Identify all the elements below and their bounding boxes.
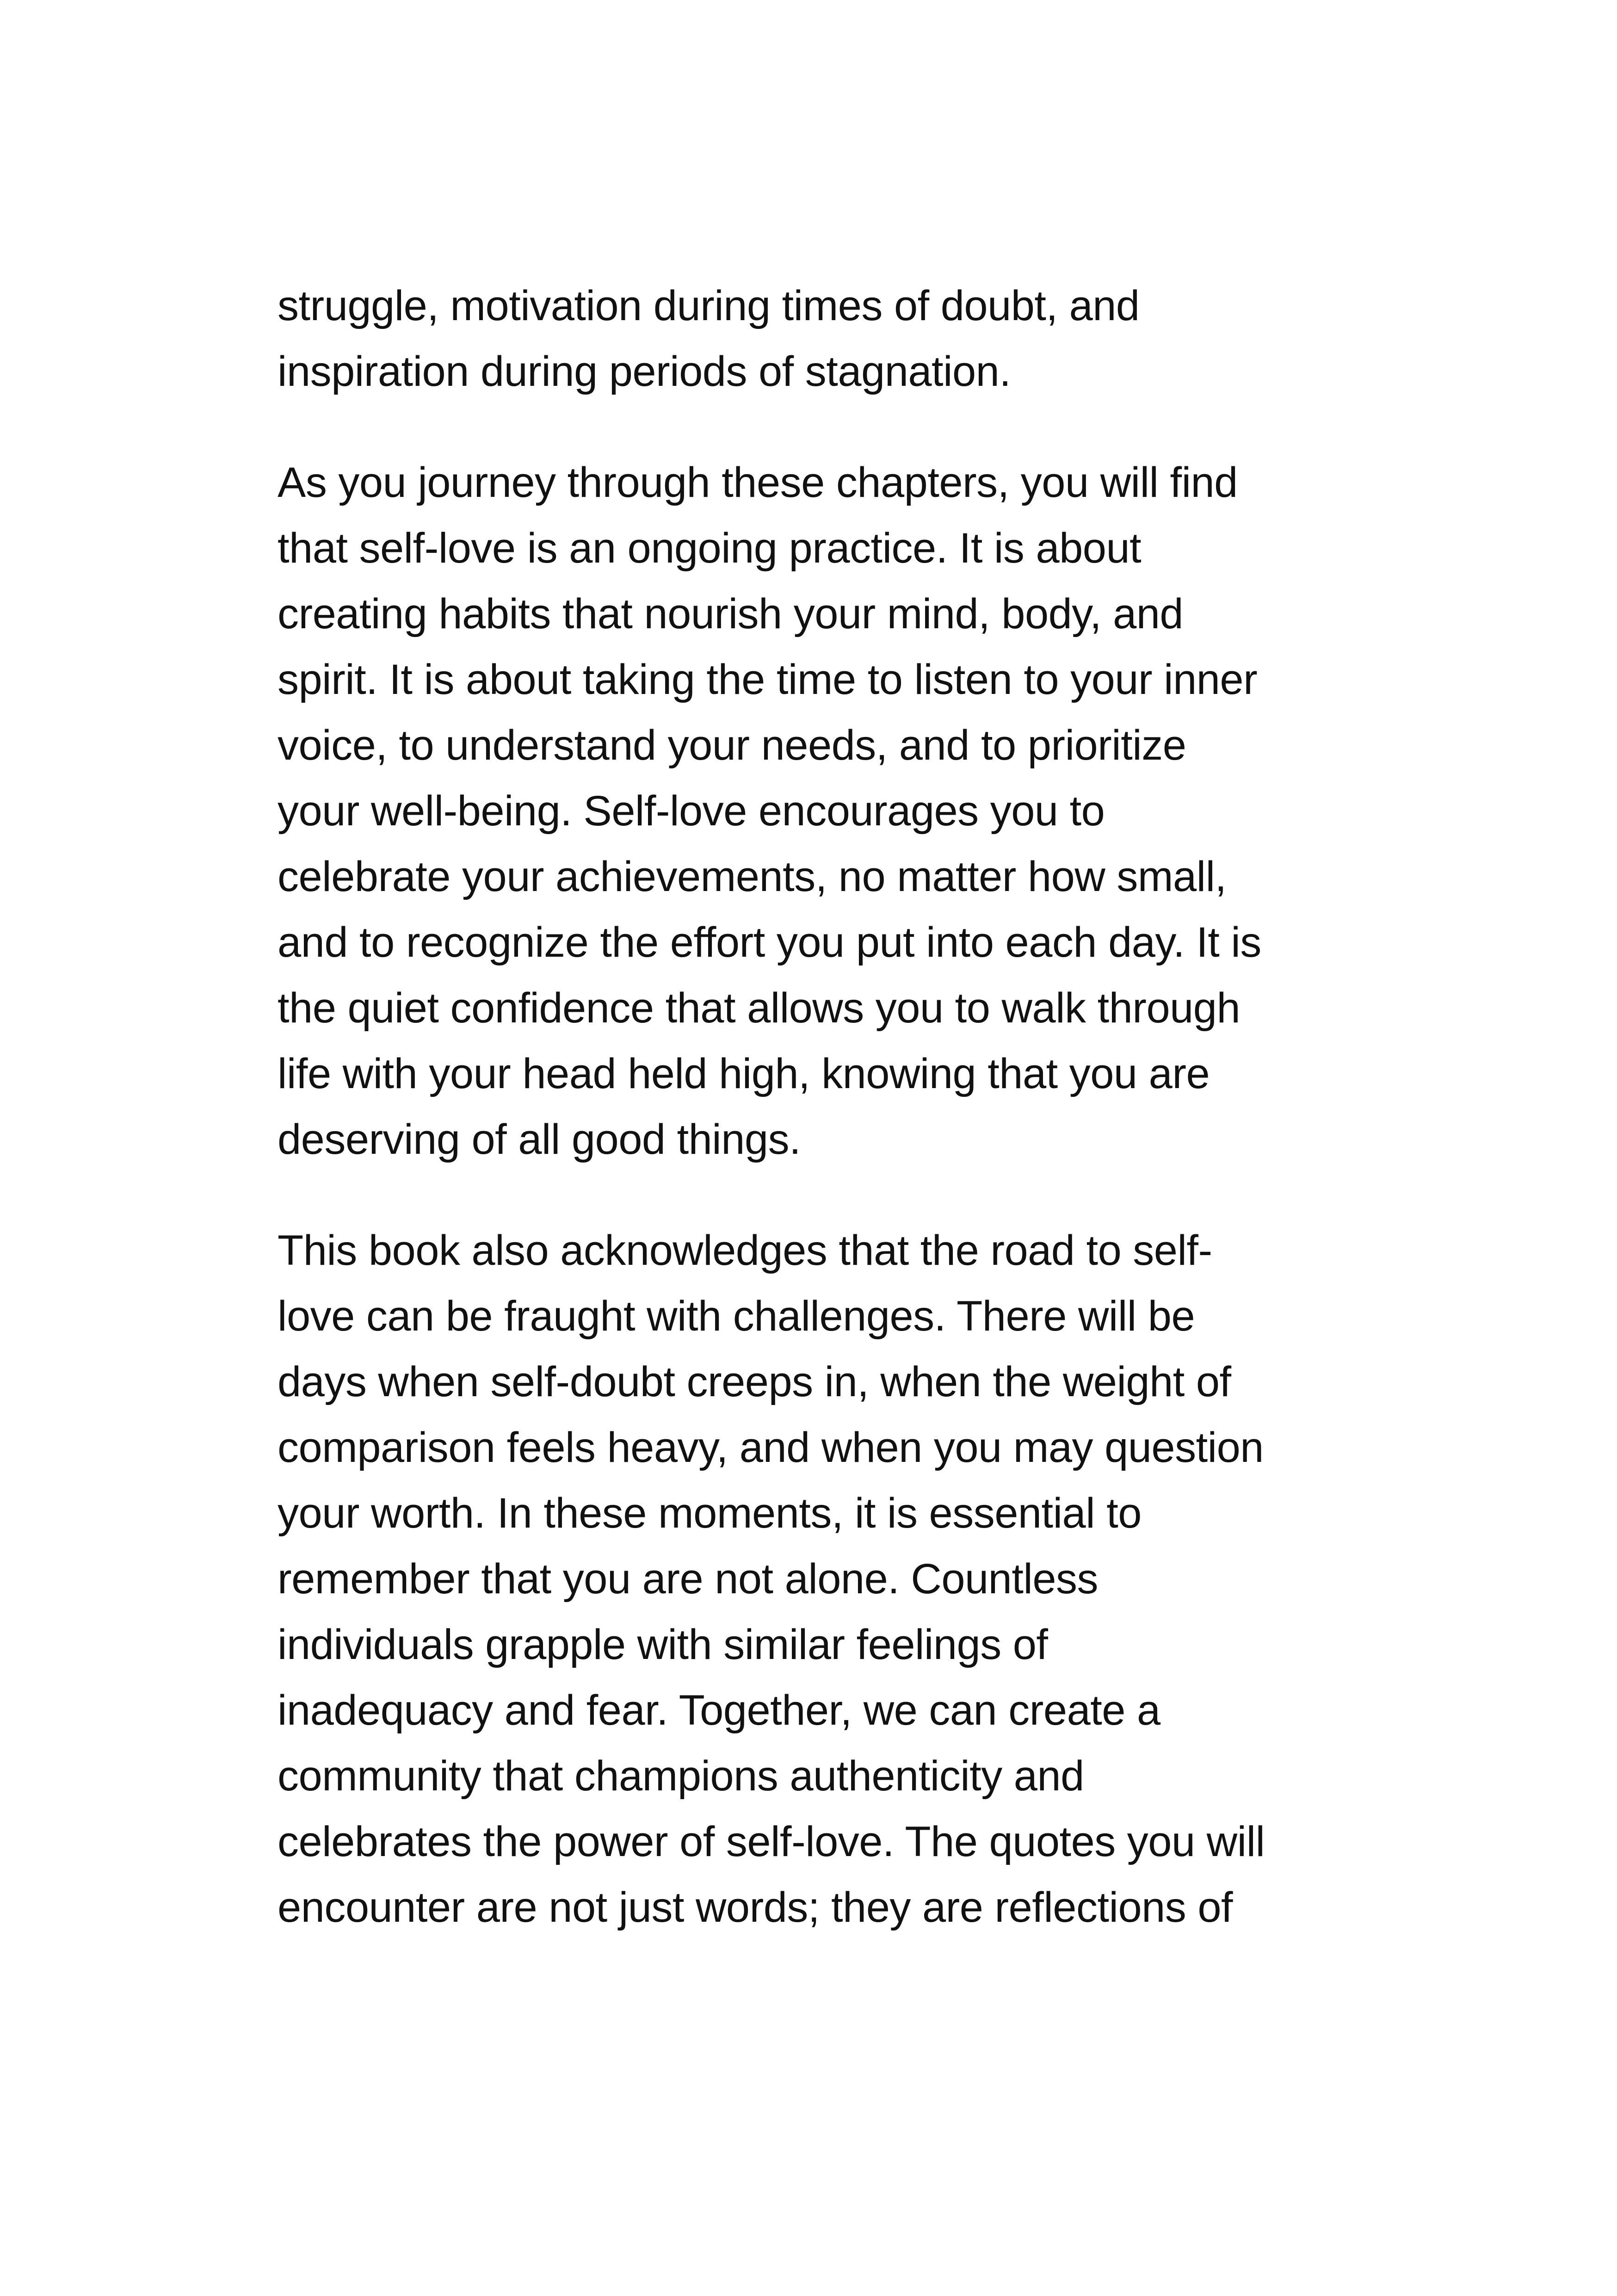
- paragraph-spacer: [278, 1172, 1341, 1218]
- text-line: days when self-doubt creeps in, when the weight of: [278, 1358, 1231, 1405]
- text-line: remember that you are not alone. Countless: [278, 1555, 1098, 1603]
- text-line: creating habits that nourish your mind, body, and: [278, 590, 1184, 637]
- paragraph-1: [278, 273, 1341, 404]
- paragraph-2: [278, 450, 1341, 1172]
- text-line: individuals grapple with similar feelings of: [278, 1621, 1048, 1668]
- text-line: This book also acknowledges that the road to self-: [278, 1227, 1212, 1274]
- text-line: comparison feels heavy, and when you may question: [278, 1424, 1264, 1471]
- text-line: spirit. It is about taking the time to listen to your inner: [278, 656, 1258, 703]
- text-line: struggle, motivation during times of doubt, and: [278, 282, 1140, 329]
- text-line: love can be fraught with challenges. There will be: [278, 1293, 1195, 1340]
- text-line: inspiration during periods of stagnation.: [278, 348, 1011, 395]
- text-line: community that champions authenticity and: [278, 1752, 1084, 1800]
- paragraph-spacer: [278, 404, 1341, 450]
- text-line: celebrate your achievements, no matter how small,: [278, 853, 1227, 900]
- text-line: and to recognize the effort you put into each day. It is: [278, 919, 1261, 966]
- text-line: encounter are not just words; they are reflections of: [278, 1884, 1233, 1931]
- text-line: As you journey through these chapters, you will find: [278, 459, 1238, 506]
- text-line: inadequacy and fear. Together, we can create a: [278, 1687, 1160, 1734]
- text-line: the quiet confidence that allows you to walk through: [278, 984, 1241, 1032]
- body-text: [278, 273, 1341, 1940]
- text-line: your well-being. Self-love encourages you to: [278, 787, 1105, 835]
- paragraph-3: [278, 1218, 1341, 1940]
- text-line: voice, to understand your needs, and to prioritize: [278, 722, 1186, 769]
- text-line: deserving of all good things.: [278, 1116, 801, 1163]
- text-line: that self-love is an ongoing practice. It is about: [278, 525, 1142, 572]
- text-line: celebrates the power of self-love. The quotes you will: [278, 1818, 1265, 1865]
- text-line: your worth. In these moments, it is essential to: [278, 1490, 1142, 1537]
- text-line: life with your head held high, knowing that you are: [278, 1050, 1210, 1097]
